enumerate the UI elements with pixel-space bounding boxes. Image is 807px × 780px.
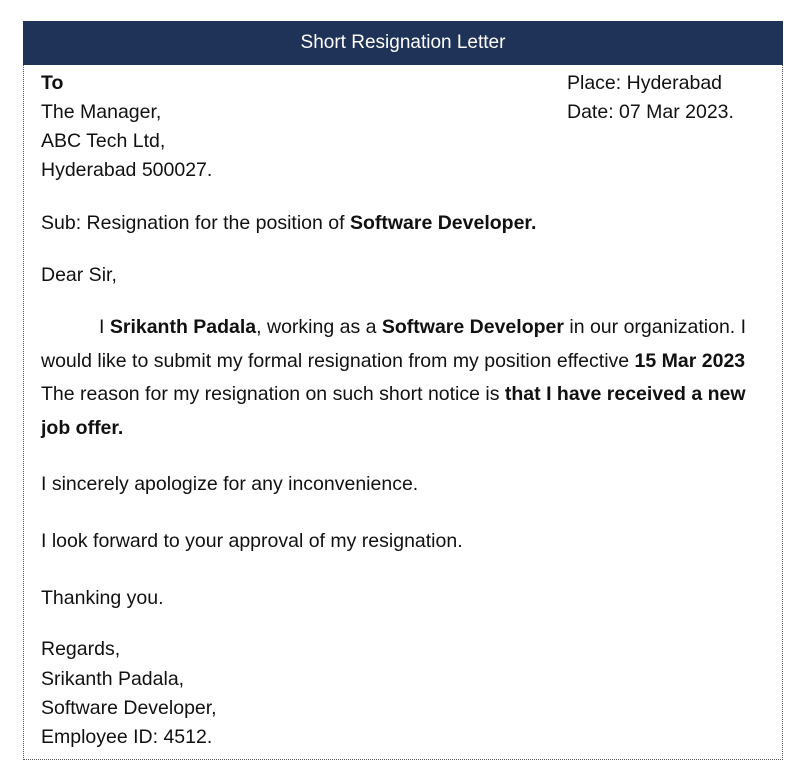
thanks-line: Thanking you. [41, 587, 164, 609]
recipient-line: The Manager, [41, 101, 162, 123]
subject-line [41, 209, 536, 238]
signoff-regards: Regards, [41, 638, 121, 660]
subject-prefix: Sub: Resignation for the position of [41, 212, 350, 234]
salutation: Dear Sir, [41, 264, 117, 286]
signoff-name: Srikanth Padala, [41, 668, 185, 690]
body-text: in our organization. I would like to submit my formal resignation from my position effective [41, 316, 747, 372]
recipient-line: Hyderabad 500027. [41, 159, 213, 181]
letter-title: Short Resignation Letter [23, 21, 783, 65]
body-name: Srikanth Padala [109, 316, 257, 338]
place: Place: Hyderabad [567, 72, 723, 94]
body-role: Software Developer [381, 316, 564, 338]
body-effective-date: 15 Mar 2023 [634, 349, 746, 372]
subject-position: Software Developer. [349, 212, 537, 234]
body-text: The reason for my resignation on such short notice is [41, 383, 505, 405]
signoff-employee-id: Employee ID: 4512. [41, 726, 213, 748]
body-reason: that I have received a new job offer. [41, 383, 746, 439]
body-text: I [99, 316, 110, 338]
letter-frame [23, 21, 783, 760]
body-text: , working as a [256, 316, 382, 338]
approval-line: I look forward to your approval of my resignation. [41, 530, 463, 552]
signoff-role: Software Developer, [41, 697, 217, 719]
to-label: To [41, 72, 64, 94]
recipient-line: ABC Tech Ltd, [41, 130, 166, 152]
apology-line: I sincerely apologize for any inconvenience. [41, 473, 419, 495]
body-paragraph [41, 311, 769, 445]
date: Date: 07 Mar 2023. [567, 101, 734, 123]
